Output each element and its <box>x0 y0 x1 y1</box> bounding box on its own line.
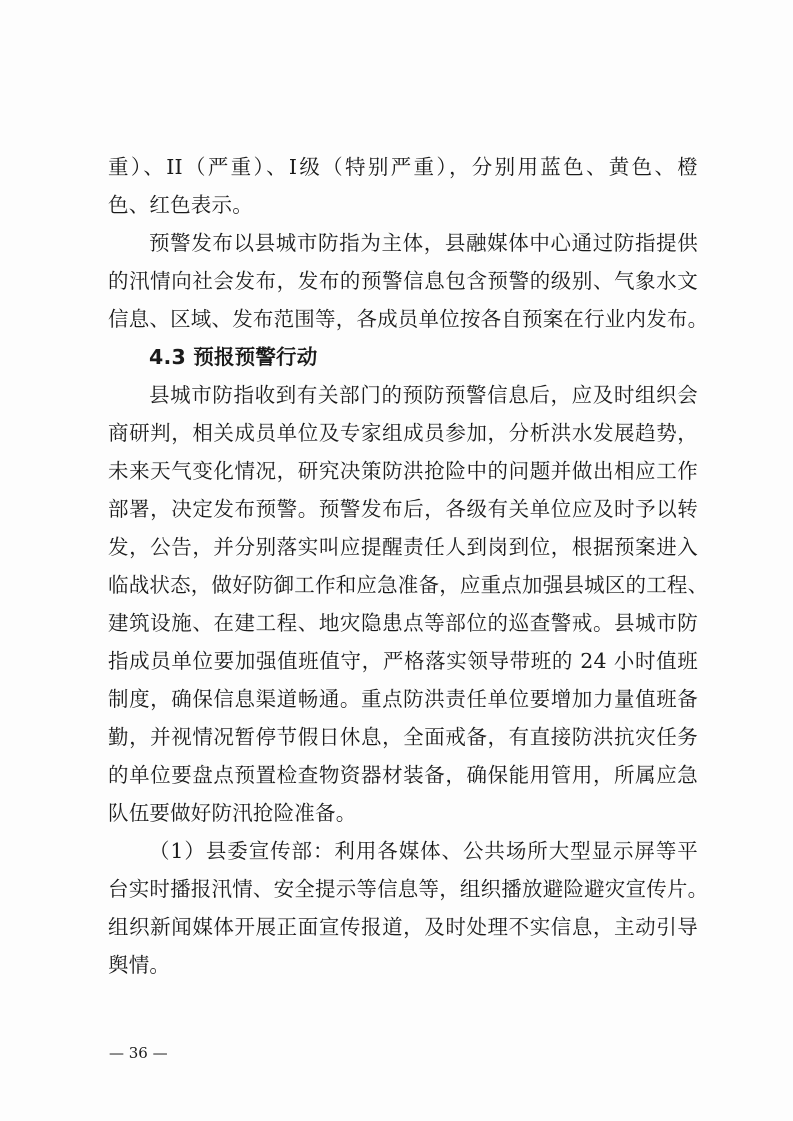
paragraph-line: （1）县委宣传部：利用各媒体、公共场所大型显示屏等平 <box>149 839 698 863</box>
paragraph-line: 的汛情向社会发布，发布的预警信息包含预警的级别、气象水文 <box>108 269 698 293</box>
paragraph-line: 台实时播报汛情、安全提示等信息等，组织播放避险避灾宣传片。 <box>108 877 709 901</box>
paragraph-line: 重）、II（严重）、I级（特别严重），分别用蓝色、黄色、橙 <box>108 155 698 179</box>
document-body <box>108 148 709 984</box>
paragraph-line: 临战状态，做好防御工作和应急准备，应重点加强县城区的工程、 <box>108 573 709 597</box>
paragraph-line: 部署，决定发布预警。预警发布后，各级有关单位应及时予以转 <box>108 497 698 521</box>
page-number: — 36 — <box>109 1044 168 1062</box>
paragraph-line: 舆情。 <box>108 953 171 977</box>
paragraph-line: 勤，并视情况暂停节假日休息，全面戒备，有直接防洪抗灾任务 <box>108 725 698 749</box>
paragraph-line: 县城市防指收到有关部门的预防预警信息后，应及时组织会 <box>149 383 698 407</box>
paragraph-line: 的单位要盘点预置检查物资器材装备，确保能用管用，所属应急 <box>108 763 698 787</box>
paragraph-line: 组织新闻媒体开展正面宣传报道，及时处理不实信息，主动引导 <box>108 915 698 939</box>
paragraph-line: 制度，确保信息渠道畅通。重点防洪责任单位要增加力量值班备 <box>108 687 698 711</box>
paragraph-line: 建筑设施、在建工程、地灾隐患点等部位的巡查警戒。县城市防 <box>108 611 698 635</box>
section-heading: 4.3 预报预警行动 <box>149 345 318 369</box>
paragraph-line: 发，公告，并分别落实叫应提醒责任人到岗到位，根据预案进入 <box>108 535 698 559</box>
paragraph-line: 商研判，相关成员单位及专家组成员参加，分析洪水发展趋势， <box>108 421 698 445</box>
paragraph-line: 信息、区域、发布范围等，各成员单位按各自预案在行业内发布。 <box>108 307 709 331</box>
paragraph-line: 未来天气变化情况，研究决策防洪抢险中的问题并做出相应工作 <box>108 459 698 483</box>
paragraph-line: 队伍要做好防汛抢险准备。 <box>108 801 357 825</box>
paragraph-line: 色、红色表示。 <box>108 193 253 217</box>
paragraph-line: 预警发布以县城市防指为主体，县融媒体中心通过防指提供 <box>149 231 698 255</box>
paragraph-line: 指成员单位要加强值班值守，严格落实领导带班的 24 小时值班 <box>108 649 698 673</box>
